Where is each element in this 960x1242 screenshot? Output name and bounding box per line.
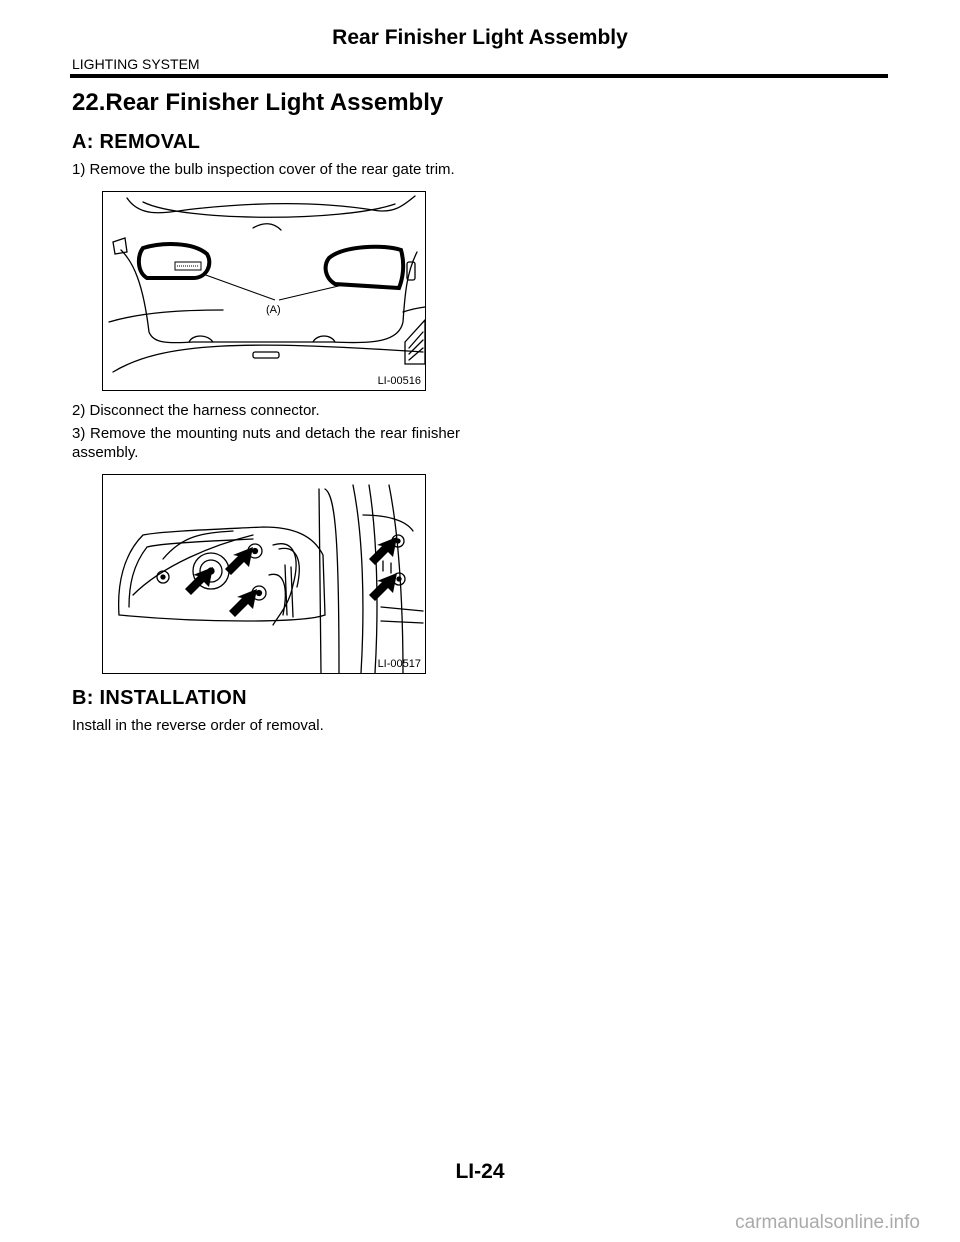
finisher-nuts-illustration xyxy=(103,475,425,673)
removal-heading: A: REMOVAL xyxy=(72,131,201,153)
header-rule xyxy=(70,74,888,78)
page-number: LI-24 xyxy=(455,1160,505,1183)
section-heading: 22.Rear Finisher Light Assembly xyxy=(72,89,444,116)
step-1: 1) Remove the bulb inspection cover of the rear gate trim. xyxy=(72,161,455,178)
step-3: 3) Remove the mounting nuts and detach the rear finisher assembly. xyxy=(72,425,460,461)
section-label: LIGHTING SYSTEM xyxy=(72,56,200,72)
figure-id-1: LI-00516 xyxy=(377,375,421,387)
watermark: carmanualsonline.info xyxy=(735,1212,920,1233)
installation-text: Install in the reverse order of removal. xyxy=(72,717,324,734)
step-2: 2) Disconnect the harness connector. xyxy=(72,402,320,419)
rear-gate-trim-illustration xyxy=(103,192,425,390)
page-header-title: Rear Finisher Light Assembly xyxy=(332,26,628,49)
figure-rear-gate-trim xyxy=(102,191,426,391)
installation-heading: B: INSTALLATION xyxy=(72,687,247,709)
figure-finisher-nuts xyxy=(102,474,426,674)
content xyxy=(72,88,460,739)
figure-id-2: LI-00517 xyxy=(377,658,421,670)
callout-a-label: (A) xyxy=(266,304,281,316)
